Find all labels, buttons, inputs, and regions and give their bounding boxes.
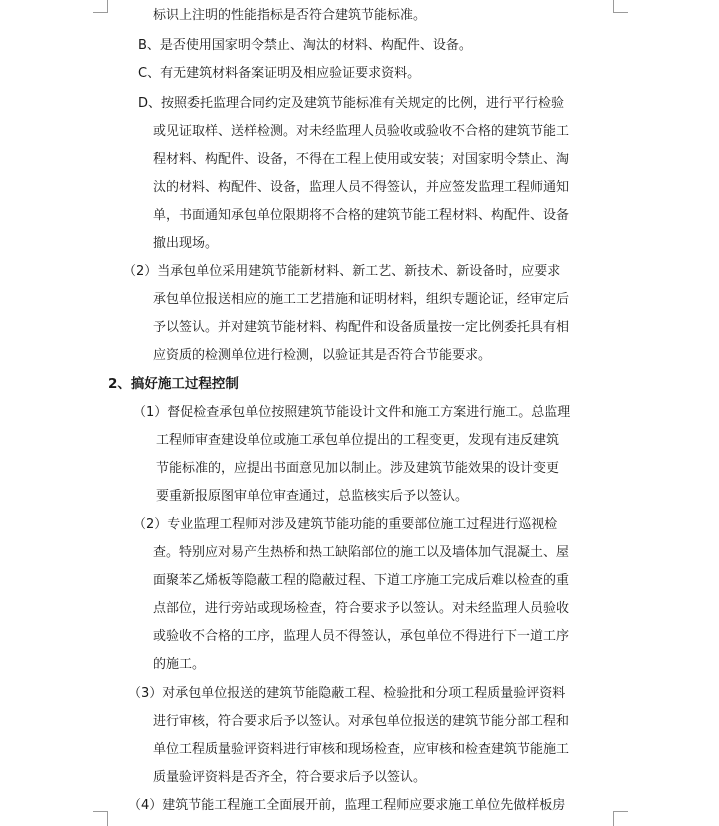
page-corner-mark-bottom-right bbox=[613, 811, 628, 826]
page-corner-mark-bottom-left bbox=[93, 811, 108, 826]
numbered-item-2: （2）专业监理工程师对涉及建筑节能功能的重要部位施工过程进行巡视检 bbox=[133, 517, 558, 532]
text-line: 单，书面通知承包单位限期将不合格的建筑节能工程材料、构配件、设备 bbox=[153, 208, 570, 223]
text-line: 撤出现场。 bbox=[153, 236, 219, 251]
text-line: 的施工。 bbox=[153, 657, 206, 672]
page-corner-mark-top-left bbox=[93, 0, 108, 13]
text-line: 承包单位报送相应的施工工艺措施和证明材料，组织专题论证，经审定后 bbox=[153, 292, 570, 307]
text-line: 程材料、构配件、设备，不得在工程上使用或安装；对国家明令禁止、淘 bbox=[153, 152, 570, 167]
text-line: 查。特别应对易产生热桥和热工缺陷部位的施工以及墙体加气混凝土、屋 bbox=[153, 545, 570, 560]
text-line: 或验收不合格的工序，监理人员不得签认，承包单位不得进行下一道工序 bbox=[153, 629, 570, 644]
numbered-item-3: （3）对承包单位报送的建筑节能隐蔽工程、检验批和分项工程质量验评资料 bbox=[128, 686, 566, 701]
text-line: 予以签认。并对建筑节能材料、构配件和设备质量按一定比例委托具有相 bbox=[153, 320, 570, 335]
text-line: 质量验评资料是否齐全，符合要求后予以签认。 bbox=[153, 770, 427, 785]
text-line: 点部位，进行旁站或现场检查，符合要求予以签认。对未经监理人员验收 bbox=[153, 601, 570, 616]
text-line: 汰的材料、构配件、设备，监理人员不得签认，并应签发监理工程师通知 bbox=[153, 180, 570, 195]
text-line: 面聚苯乙烯板等隐蔽工程的隐蔽过程、下道工序施工完成后难以检查的重 bbox=[153, 573, 570, 588]
text-line: 单位工程质量验评资料进行审核和现场检查，应审核和检查建筑节能施工 bbox=[153, 742, 570, 757]
list-item-b: B、是否使用国家明令禁止、淘汰的材料、构配件、设备。 bbox=[138, 38, 472, 53]
section-heading: 2、搞好施工过程控制 bbox=[108, 376, 239, 392]
text-line: 应资质的检测单位进行检测，以验证其是否符合节能要求。 bbox=[153, 348, 492, 363]
numbered-item-1: （1）督促检查承包单位按照建筑节能设计文件和施工方案进行施工。总监理 bbox=[133, 405, 571, 420]
text-line: 进行审核，符合要求后予以签认。对承包单位报送的建筑节能分部工程和 bbox=[153, 714, 570, 729]
text-line: 或见证取样、送样检测。对未经监理人员验收或验收不合格的建筑节能工 bbox=[153, 124, 570, 139]
text-line: 工程师审查建设单位或施工承包单位提出的工程变更，发现有违反建筑 bbox=[156, 433, 560, 448]
text-line: 标识上注明的性能指标是否符合建筑节能标准。 bbox=[153, 8, 427, 23]
text-line: 要重新报原图审单位审查通过，总监核实后予以签认。 bbox=[156, 489, 469, 504]
list-item-c: C、有无建筑材料备案证明及相应验证要求资料。 bbox=[138, 66, 421, 81]
text-line: 节能标准的，应提出书面意见加以制止。涉及建筑节能效果的设计变更 bbox=[156, 461, 560, 476]
numbered-item-2: （2）当承包单位采用建筑节能新材料、新工艺、新技术、新设备时，应要求 bbox=[123, 264, 561, 279]
list-item-d: D、按照委托监理合同约定及建筑节能标准有关规定的比例，进行平行检验 bbox=[138, 96, 565, 111]
page-corner-mark-top-right bbox=[613, 0, 628, 13]
numbered-item-4: （4）建筑节能工程施工全面展开前，监理工程师应要求施工单位先做样板房 bbox=[128, 798, 566, 813]
